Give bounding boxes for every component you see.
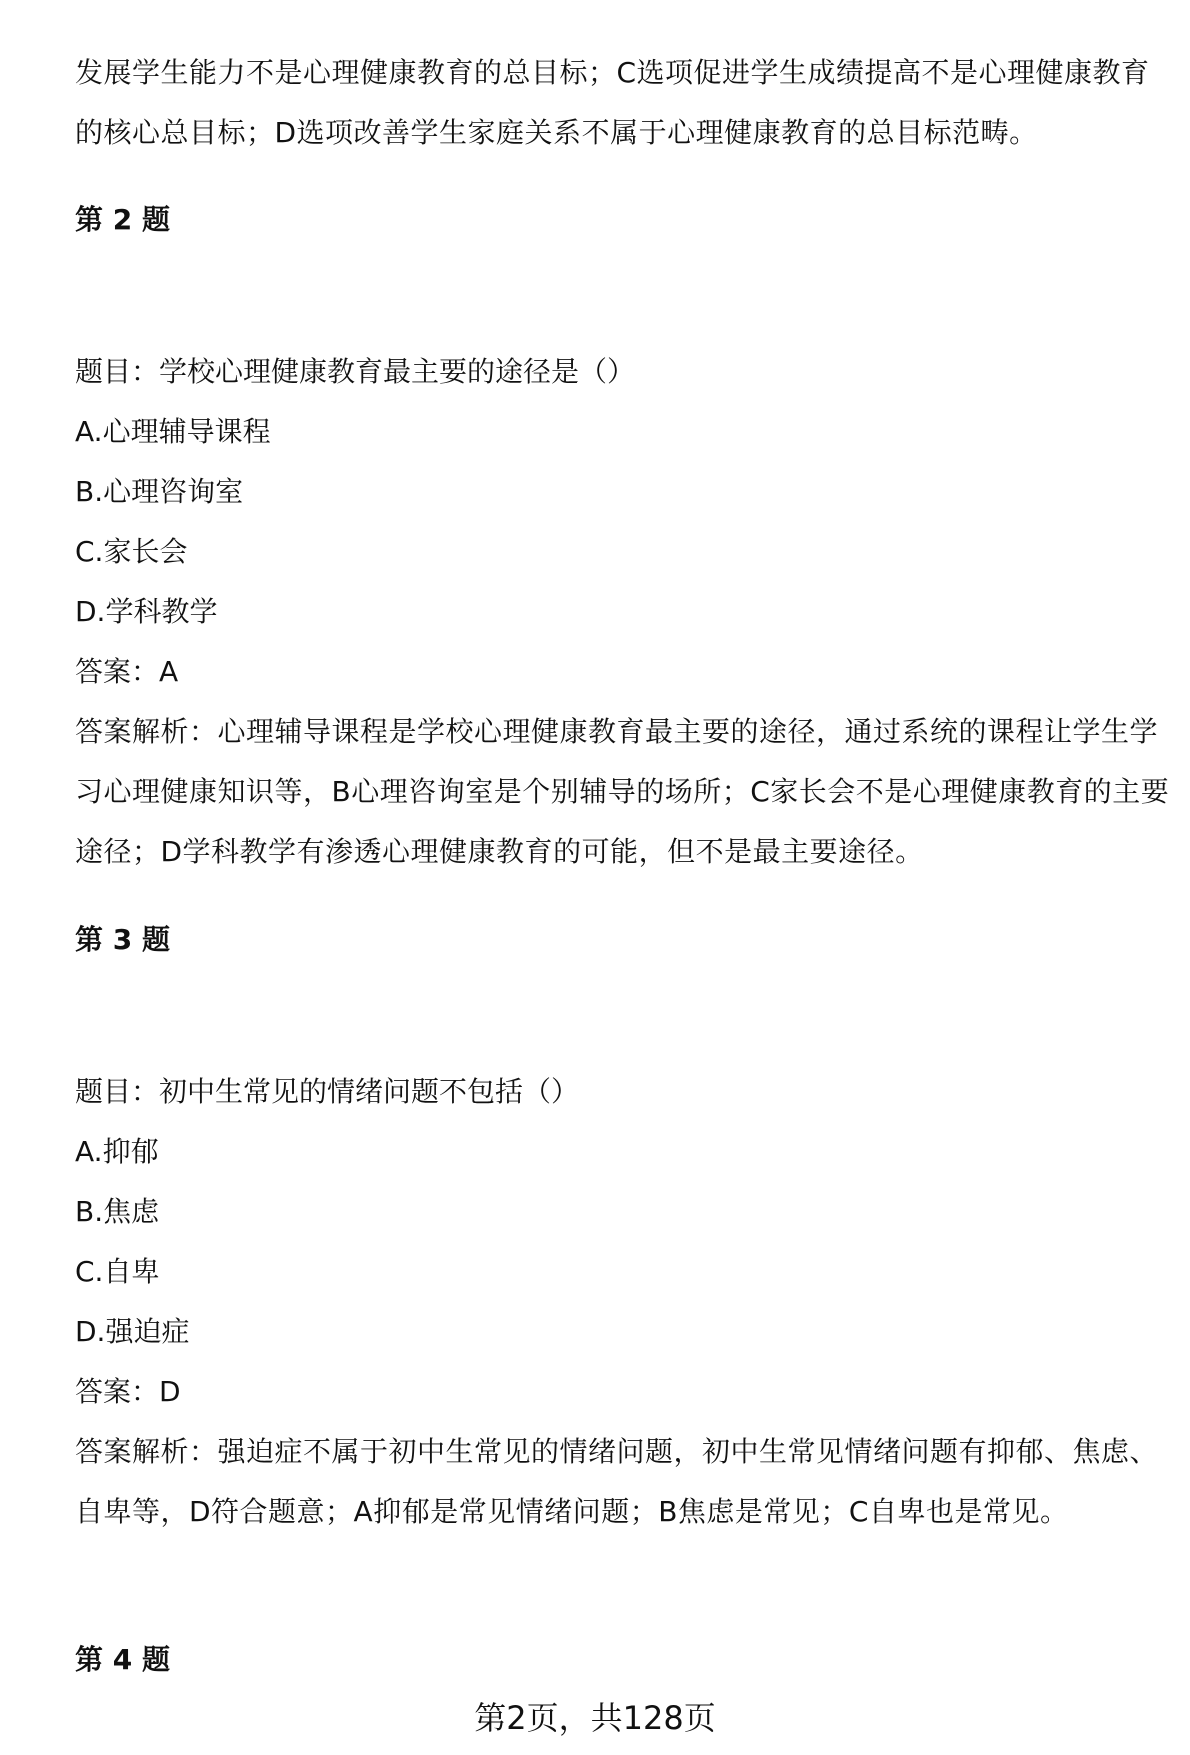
question-2-heading: 第 2 题 (75, 203, 170, 236)
question-3-heading: 第 3 题 (75, 923, 170, 956)
question-2-option-d: D.学科教学 (75, 595, 218, 628)
question-3-explanation: 答案解析：强迫症不属于初中生常见的情绪问题，初中生常见情绪问题有抑郁、焦虑、自卑等，D符合题意；A抑郁是常见情绪问题；B焦虑是常见；C自卑也是常见。 (75, 1435, 1159, 1528)
question-2-answer: 答案：A (75, 655, 179, 688)
question-3-option-d: D.强迫症 (75, 1315, 190, 1348)
question-2-option-b: B.心理咨询室 (75, 475, 244, 508)
question-2-option-a: A.心理辅导课程 (75, 415, 271, 448)
question-4-heading: 第 4 题 (75, 1643, 170, 1676)
previous-explanation-tail: 发展学生能力不是心理健康教育的总目标；C选项促进学生成绩提高不是心理健康教育的核心总目标；D选项改善学生家庭关系不属于心理健康教育的总目标范畴。 (75, 56, 1150, 149)
question-3-answer: 答案：D (75, 1375, 181, 1408)
question-2-stem: 题目：学校心理健康教育最主要的途径是（） (75, 355, 636, 388)
question-2-explanation: 答案解析：心理辅导课程是学校心理健康教育最主要的途径，通过系统的课程让学生学习心理健康知识等，B心理咨询室是个别辅导的场所；C家长会不是心理健康教育的主要途径；D学科教学有渗透心理健康教育的可能，但不是最主要途径。 (75, 715, 1170, 868)
question-3-option-b: B.焦虑 (75, 1195, 160, 1228)
question-3-option-c: C.自卑 (75, 1255, 160, 1288)
question-2-option-c: C.家长会 (75, 535, 188, 568)
question-3-option-a: A.抑郁 (75, 1135, 159, 1168)
question-3-stem: 题目：初中生常见的情绪问题不包括（） (75, 1075, 580, 1108)
page-indicator: 第2页，共128页 (474, 1699, 716, 1737)
